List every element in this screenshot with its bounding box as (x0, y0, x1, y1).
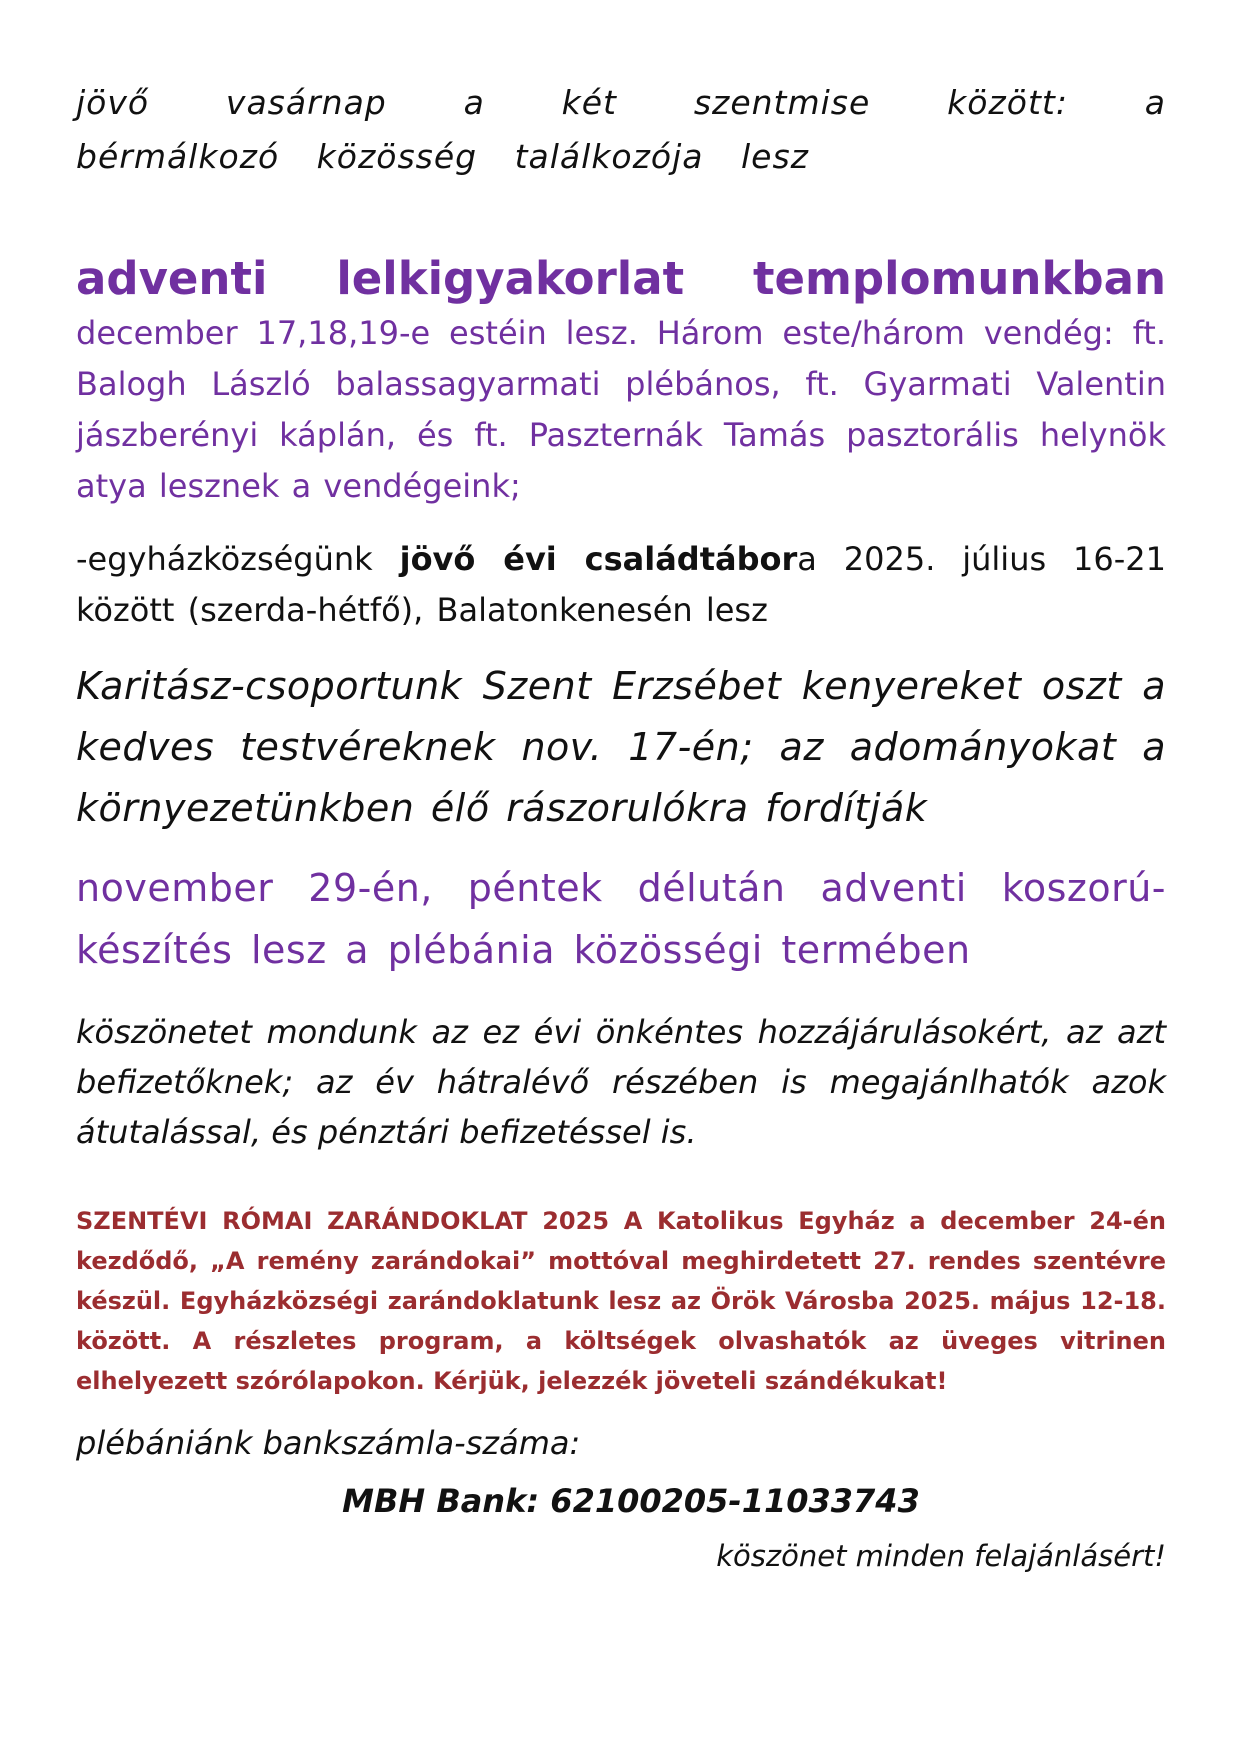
family-camp-highlight: jövő évi családtábor (399, 540, 798, 578)
donation-thanks-notice: köszönetet mondunk az ez évi önkéntes hozzájárulásokért, az azt befizetőknek; az év hátralévő részében is megajánlhatók azok átutalással, és pénztári befizetéssel is. (76, 1013, 1166, 1151)
pilgrimage-notice: SZENTÉVI RÓMAI ZARÁNDOKLAT 2025 A Katolikus Egyház a december 24-én kezdődő, „A remény zarándokai” mottóval meghirdetett 27. rendes szentévre készül. Egyházközségi zarándoklatunk lesz az Örök Városba 2025. május 12-18. között. A részletes program, a költségek olvashatók az üveges vitrinen elhelyezett szórólapokon. Kérjük, jelezzék jöveteli szándékukat! (76, 1207, 1166, 1395)
bulletin-page (76, 76, 1166, 1581)
advent-wreath-notice: november 29-én, péntek délután adventi koszorú-készítés lesz a plébánia közösségi termében (76, 866, 1166, 972)
family-camp-post: a 2025. július 16-21 között (szerda-hétfő), Balatonkenesén lesz (76, 540, 1167, 629)
heading-word: lelkigyakorlat (336, 252, 685, 305)
advent-retreat-heading (76, 250, 1166, 308)
family-camp-pre: -egyházközségünk (76, 540, 400, 578)
confirmation-notice: jövő vasárnap a két szentmise között: a bérmálkozó közösség találkozója lesz (76, 83, 1166, 176)
caritas-notice: Karitász-csoportunk Szent Erzsébet kenyereket oszt a kedves testvéreknek nov. 17-én; az adományokat a környezetünkben élő rászorulókra fordítják (76, 664, 1166, 830)
offering-thanks: köszönet minden felajánlásért! (716, 1539, 1166, 1573)
bank-account-number: MBH Bank: 62100205-11033743 (342, 1482, 920, 1520)
heading-word: templomunkban (753, 252, 1166, 305)
advent-retreat-details: december 17,18,19-e estéin lesz. Három este/három vendég: ft. Balogh László balassagyarmati plébános, ft. Gyarmati Valentin jászberényi káplán, és ft. Paszternák Tamás pasztorális helynök atya lesznek a vendégeink; (76, 314, 1166, 505)
family-camp-notice (76, 534, 1166, 636)
heading-word: adventi (76, 252, 268, 305)
bank-account-label: plébániánk bankszámla-száma: (76, 1424, 581, 1462)
